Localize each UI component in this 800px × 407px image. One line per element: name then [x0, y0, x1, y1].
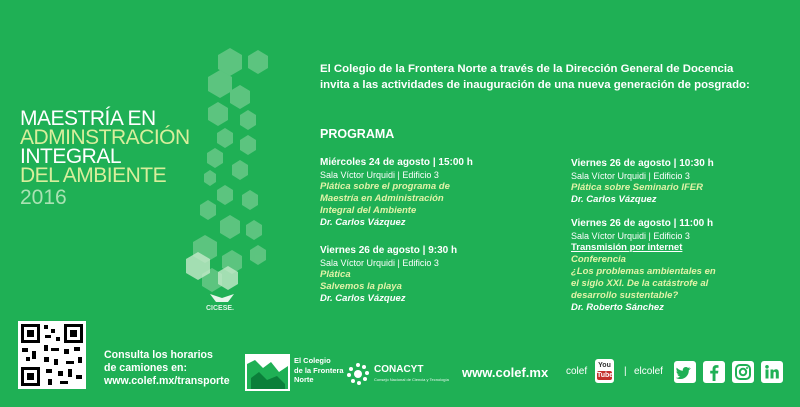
event-item: [571, 218, 771, 314]
transport-link[interactable]: www.colef.mx/transporte: [104, 375, 230, 387]
facebook-f-icon: [703, 361, 725, 383]
social-handle-youtube: colef: [566, 366, 588, 377]
linkedin-icon[interactable]: [761, 361, 783, 383]
website-link[interactable]: www.colef.mx: [462, 365, 549, 380]
hexagon-graphic: [170, 40, 280, 310]
event-speaker: Dr. Roberto Sánchez: [571, 302, 664, 313]
intro-text: [320, 61, 790, 93]
hexagon-shape: [230, 85, 250, 109]
transport-info: [104, 349, 230, 388]
title-line-4: DEL AMBIENTE: [20, 164, 167, 187]
event-title: desarrollo sustentable?: [571, 290, 679, 301]
event-title: Plática sobre el programa de: [320, 181, 450, 192]
event-speaker: Dr. Carlos Vázquez: [571, 194, 657, 205]
hexagon-shape: [208, 102, 228, 126]
event-place: Sala Víctor Urquidi | Edificio 3: [571, 171, 690, 181]
event-date: Viernes 26 de agosto | 11:00 h: [571, 218, 714, 229]
event-title: Conferencia: [571, 254, 626, 265]
conacyt-subtitle: Consejo Nacional de Ciencia y Tecnología: [374, 377, 449, 382]
event-title: Salvemos la playa: [320, 281, 402, 292]
event-title: ¿Los problemas ambientales en: [571, 266, 716, 277]
programa-heading: PROGRAMA: [320, 127, 395, 141]
linkedin-in-icon: [761, 361, 783, 383]
event-place: Sala Víctor Urquidi | Edificio 3: [320, 170, 439, 180]
title-year: 2016: [20, 186, 67, 209]
event-item: [320, 245, 520, 305]
hexagon-shape: [248, 50, 268, 74]
event-online-link[interactable]: Transmisión por internet: [571, 242, 683, 253]
colef-line-1: El Colegio: [294, 356, 331, 365]
event-title: Maestría en Administración: [320, 193, 444, 204]
qr-code[interactable]: [18, 321, 86, 389]
hexagon-shape: [207, 148, 223, 168]
title-line-1: MAESTRÍA EN: [20, 107, 156, 130]
title-line-3: INTEGRAL: [20, 145, 122, 168]
youtube-label: Tube: [597, 372, 614, 379]
intro-line-2: invita a las actividades de inauguración de una nueva generación de posgrado:: [320, 79, 750, 91]
transport-line-1: Consulta los horarios: [104, 349, 213, 361]
colef-line-2: de la Frontera: [294, 365, 344, 375]
event-speaker: Dr. Carlos Vázquez: [320, 293, 406, 304]
hexagon-shape: [217, 128, 233, 148]
hexagon-shape: [250, 245, 266, 265]
event-date: Viernes 26 de agosto | 10:30 h: [571, 158, 714, 169]
cicese-logo-label: CICESE.: [206, 305, 235, 312]
facebook-icon[interactable]: [703, 361, 725, 383]
event-item: [571, 158, 771, 206]
event-item: [320, 157, 520, 229]
twitter-bird-icon: [674, 361, 696, 383]
event-place: Sala Víctor Urquidi | Edificio 3: [320, 258, 439, 268]
event-title: Plática sobre Seminario IFER: [571, 182, 703, 193]
youtube-label: You: [598, 362, 611, 369]
colef-line-3: Norte: [294, 375, 314, 384]
hexagon-shape: [240, 135, 256, 155]
twitter-icon[interactable]: [674, 361, 696, 383]
event-title: Plática: [320, 269, 351, 280]
event-title: el siglo XXI. De la catástrofe al: [571, 278, 709, 289]
event-title: Integral del Ambiente: [320, 205, 417, 216]
conacyt-label: CONACYT: [374, 364, 424, 375]
hexagon-shape: [204, 170, 216, 186]
colef-logo: [245, 354, 290, 391]
hexagon-shape: [200, 200, 216, 220]
event-speaker: Dr. Carlos Vázquez: [320, 217, 406, 228]
youtube-icon[interactable]: [595, 359, 614, 383]
event-place: Sala Víctor Urquidi | Edificio 3: [571, 231, 690, 241]
hexagon-shape: [217, 185, 233, 205]
event-date: Viernes 26 de agosto | 9:30 h: [320, 245, 458, 256]
cicese-logo-mark: [210, 294, 234, 302]
instagram-camera-icon: [732, 361, 754, 383]
transport-line-2: de camiones en:: [104, 362, 188, 374]
instagram-icon[interactable]: [732, 361, 754, 383]
event-date: Miércoles 24 de agosto | 15:00 h: [320, 157, 473, 168]
hexagon-shape: [240, 110, 256, 130]
separator: |: [624, 366, 627, 377]
hexagon-shape: [220, 215, 240, 239]
hexagon-shape: [246, 220, 262, 240]
social-handle: elcolef: [634, 366, 663, 377]
colef-logo-text: [294, 356, 344, 385]
intro-line-1: El Colegio de la Frontera Norte a través de la Dirección General de Docencia: [320, 63, 734, 75]
hexagon-shape: [242, 190, 258, 210]
conacyt-icon: [346, 362, 370, 386]
title-line-2: ADMINSTRACIÓN: [20, 126, 190, 149]
hexagon-shape: [232, 160, 248, 180]
